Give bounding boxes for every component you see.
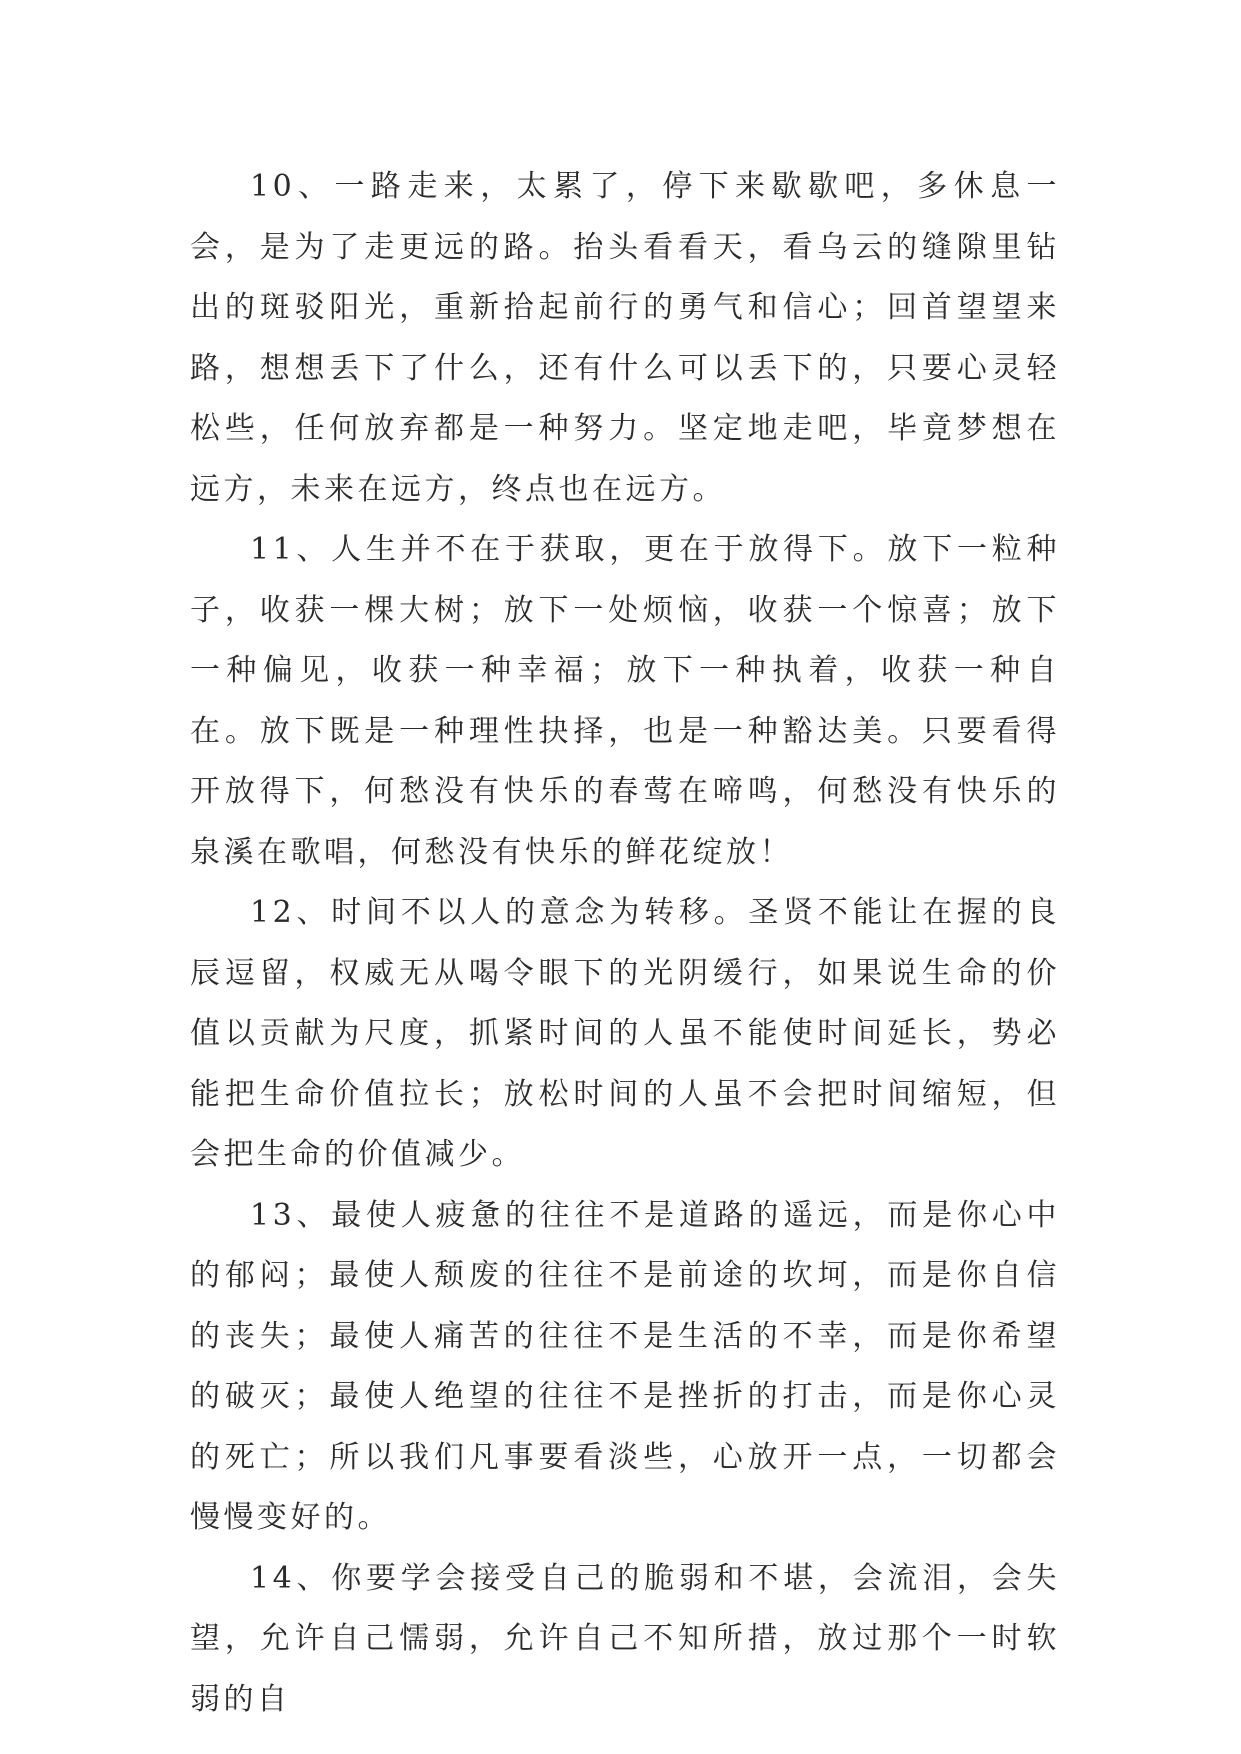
paragraph-10: 10、一路走来，太累了，停下来歇歇吧，多休息一会，是为了走更远的路。抬头看看天，看乌云的缝隙里钻出的斑驳阳光，重新拾起前行的勇气和信心；回首望望来路，想想丢下了什么，还有什么可以丢下的，只要心灵轻松些，任何放弃都是一种努力。坚定地走吧，毕竟梦想在远方，未来在远方，终点也在远方。 bbox=[190, 169, 1060, 507]
paragraph-13: 13、最使人疲惫的往往不是道路的遥远，而是你心中的郁闷；最使人颓废的往往不是前途的坎坷，而是你自信的丧失；最使人痛苦的往往不是生活的不幸，而是你希望的破灭；最使人绝望的往往不是挫折的打击，而是你心灵的死亡；所以我们凡事要看淡些，心放开一点，一切都会慢慢变好的。 bbox=[190, 1197, 1060, 1535]
document-body bbox=[190, 157, 1060, 1730]
paragraph-14: 14、你要学会接受自己的脆弱和不堪，会流泪，会失望，允许自己懦弱，允许自己不知所措，放过那个一时软弱的自 bbox=[190, 1560, 1060, 1717]
paragraph-11: 11、人生并不在于获取，更在于放得下。放下一粒种子，收获一棵大树；放下一处烦恼，收获一个惊喜；放下一种偏见，收获一种幸福；放下一种执着，收获一种自在。放下既是一种理性抉择，也是一种豁达美。只要看得开放得下，何愁没有快乐的春莺在啼鸣，何愁没有快乐的泉溪在歌唱，何愁没有快乐的鲜花绽放！ bbox=[190, 532, 1060, 870]
paragraph-12: 12、时间不以人的意念为转移。圣贤不能让在握的良辰逗留，权威无从喝令眼下的光阴缓行，如果说生命的价值以贡献为尺度，抓紧时间的人虽不能使时间延长，势必能把生命价值拉长；放松时间的人虽不会把时间缩短，但会把生命的价值减少。 bbox=[190, 895, 1060, 1172]
